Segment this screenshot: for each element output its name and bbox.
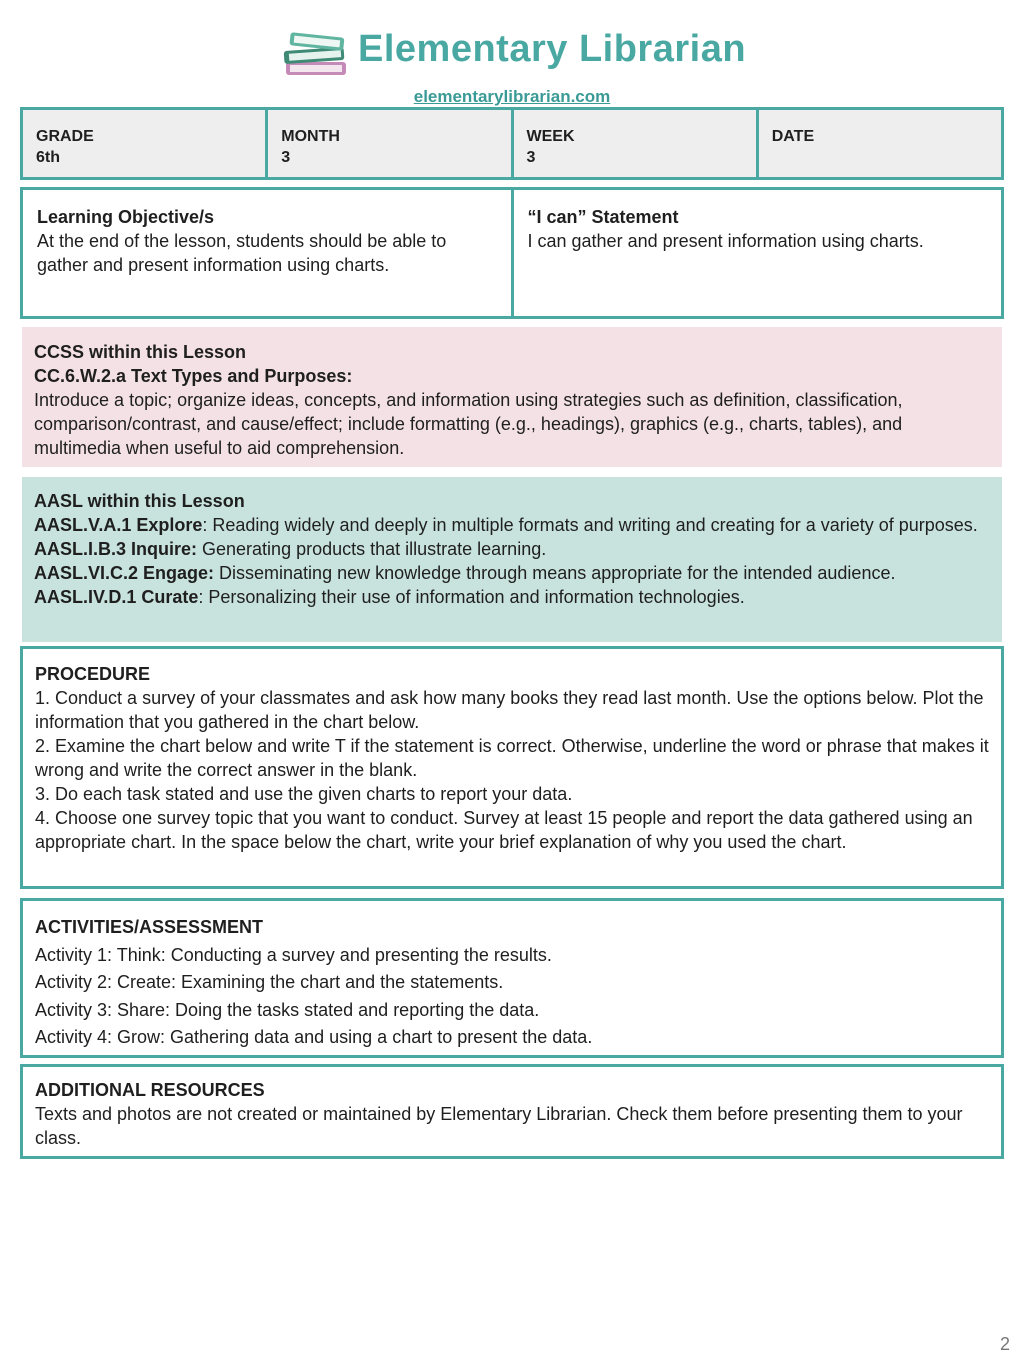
page-header: [0, 0, 1024, 110]
ccss-standard: CC.6.W.2.a Text Types and Purposes:: [34, 366, 353, 386]
aasl-code: AASL.I.B.3 Inquire:: [34, 539, 198, 559]
week-label: WEEK: [526, 128, 575, 145]
grade-label: GRADE: [36, 128, 94, 145]
month-cell: [268, 110, 513, 177]
aasl-item: [34, 561, 990, 585]
date-label: DATE: [771, 128, 815, 145]
procedure-title: PROCEDURE: [35, 664, 151, 684]
ccss-section: [22, 327, 1002, 467]
activity-item: Activity 3: Share: Doing the tasks stated and reporting the data.: [35, 999, 540, 1020]
grade-cell: [23, 110, 268, 177]
ccss-title: CCSS within this Lesson: [34, 342, 247, 362]
activities-title: ACTIVITIES/ASSESSMENT: [35, 917, 264, 937]
resources-text: Texts and photos are not created or maintained by Elementary Librarian. Check them before presenting them to your class.: [35, 1104, 963, 1148]
i-can-title: “I can” Statement: [527, 207, 679, 227]
resources-title: ADDITIONAL RESOURCES: [35, 1080, 265, 1100]
page-number: 2: [999, 1334, 1010, 1354]
aasl-code: AASL.VI.C.2 Engage:: [34, 563, 215, 583]
logo: [280, 22, 747, 82]
week-value: 3: [526, 149, 536, 166]
learning-objectives: [23, 190, 514, 316]
activity-item: Activity 1: Think: Conducting a survey and presenting the results.: [35, 944, 552, 965]
aasl-item: [34, 513, 990, 537]
procedure-step: 2. Examine the chart below and write T if the statement is correct. Otherwise, underline the word or phrase that makes it wrong and write the correct answer in the blank.: [35, 736, 989, 780]
learning-objectives-text: At the end of the lesson, students should be able to gather and present information using charts.: [37, 231, 447, 275]
procedure-step: 1. Conduct a survey of your classmates and ask how many books they read last month. Use the options below. Plot the information that you gathered in the chart below.: [35, 688, 984, 732]
procedure-step: 4. Choose one survey topic that you want to conduct. Survey at least 15 people and report the data gathered using an appropriate chart. In the space below the chart, write your brief explanation of why you used the chart.: [35, 808, 973, 852]
aasl-text: Generating products that illustrate learning.: [197, 539, 547, 559]
learning-objectives-title: Learning Objective/s: [37, 207, 215, 227]
activity-item: Activity 2: Create: Examining the chart and the statements.: [35, 972, 504, 992]
month-label: MONTH: [281, 128, 340, 145]
activities-section: [20, 898, 1004, 1058]
aasl-code: AASL.IV.D.1 Curate: [34, 587, 199, 607]
site-link[interactable]: elementarylibrarian.com: [413, 87, 611, 106]
procedure-step: 3. Do each task stated and use the given charts to report your data.: [35, 784, 573, 804]
aasl-title: AASL within this Lesson: [34, 491, 245, 511]
activity-item: Activity 4: Grow: Gathering data and using a chart to present the data.: [35, 1027, 593, 1047]
i-can-text: I can gather and present information using charts.: [527, 231, 924, 251]
aasl-section: [22, 477, 1002, 642]
aasl-item: [34, 537, 990, 561]
aasl-item: [34, 585, 990, 609]
aasl-text: : Reading widely and deeply in multiple formats and writing and creating for a variety of purposes.: [202, 515, 978, 535]
lesson-meta-table: [20, 107, 1004, 180]
logo-text: Elementary Librarian: [358, 28, 747, 70]
aasl-text: Disseminating new knowledge through means appropriate for the intended audience.: [214, 563, 896, 583]
aasl-text: : Personalizing their use of information and information technologies.: [198, 587, 745, 607]
i-can-statement: [514, 190, 1002, 316]
month-value: 3: [281, 149, 291, 166]
procedure-section: [20, 646, 1004, 889]
aasl-code: AASL.V.A.1 Explore: [34, 515, 203, 535]
date-cell: [759, 110, 1001, 177]
week-cell: [514, 110, 759, 177]
objectives-table: [20, 187, 1004, 319]
ccss-text: Introduce a topic; organize ideas, concepts, and information using strategies such as definition, classification, comparison/contrast, and cause/effect; include formatting (e.g., headings), graphics (e.g., charts, tables), and multimedia when useful to aid comprehension.: [34, 390, 903, 458]
resources-section: [20, 1064, 1004, 1159]
grade-value: 6th: [36, 149, 60, 166]
books-icon: [280, 24, 352, 82]
